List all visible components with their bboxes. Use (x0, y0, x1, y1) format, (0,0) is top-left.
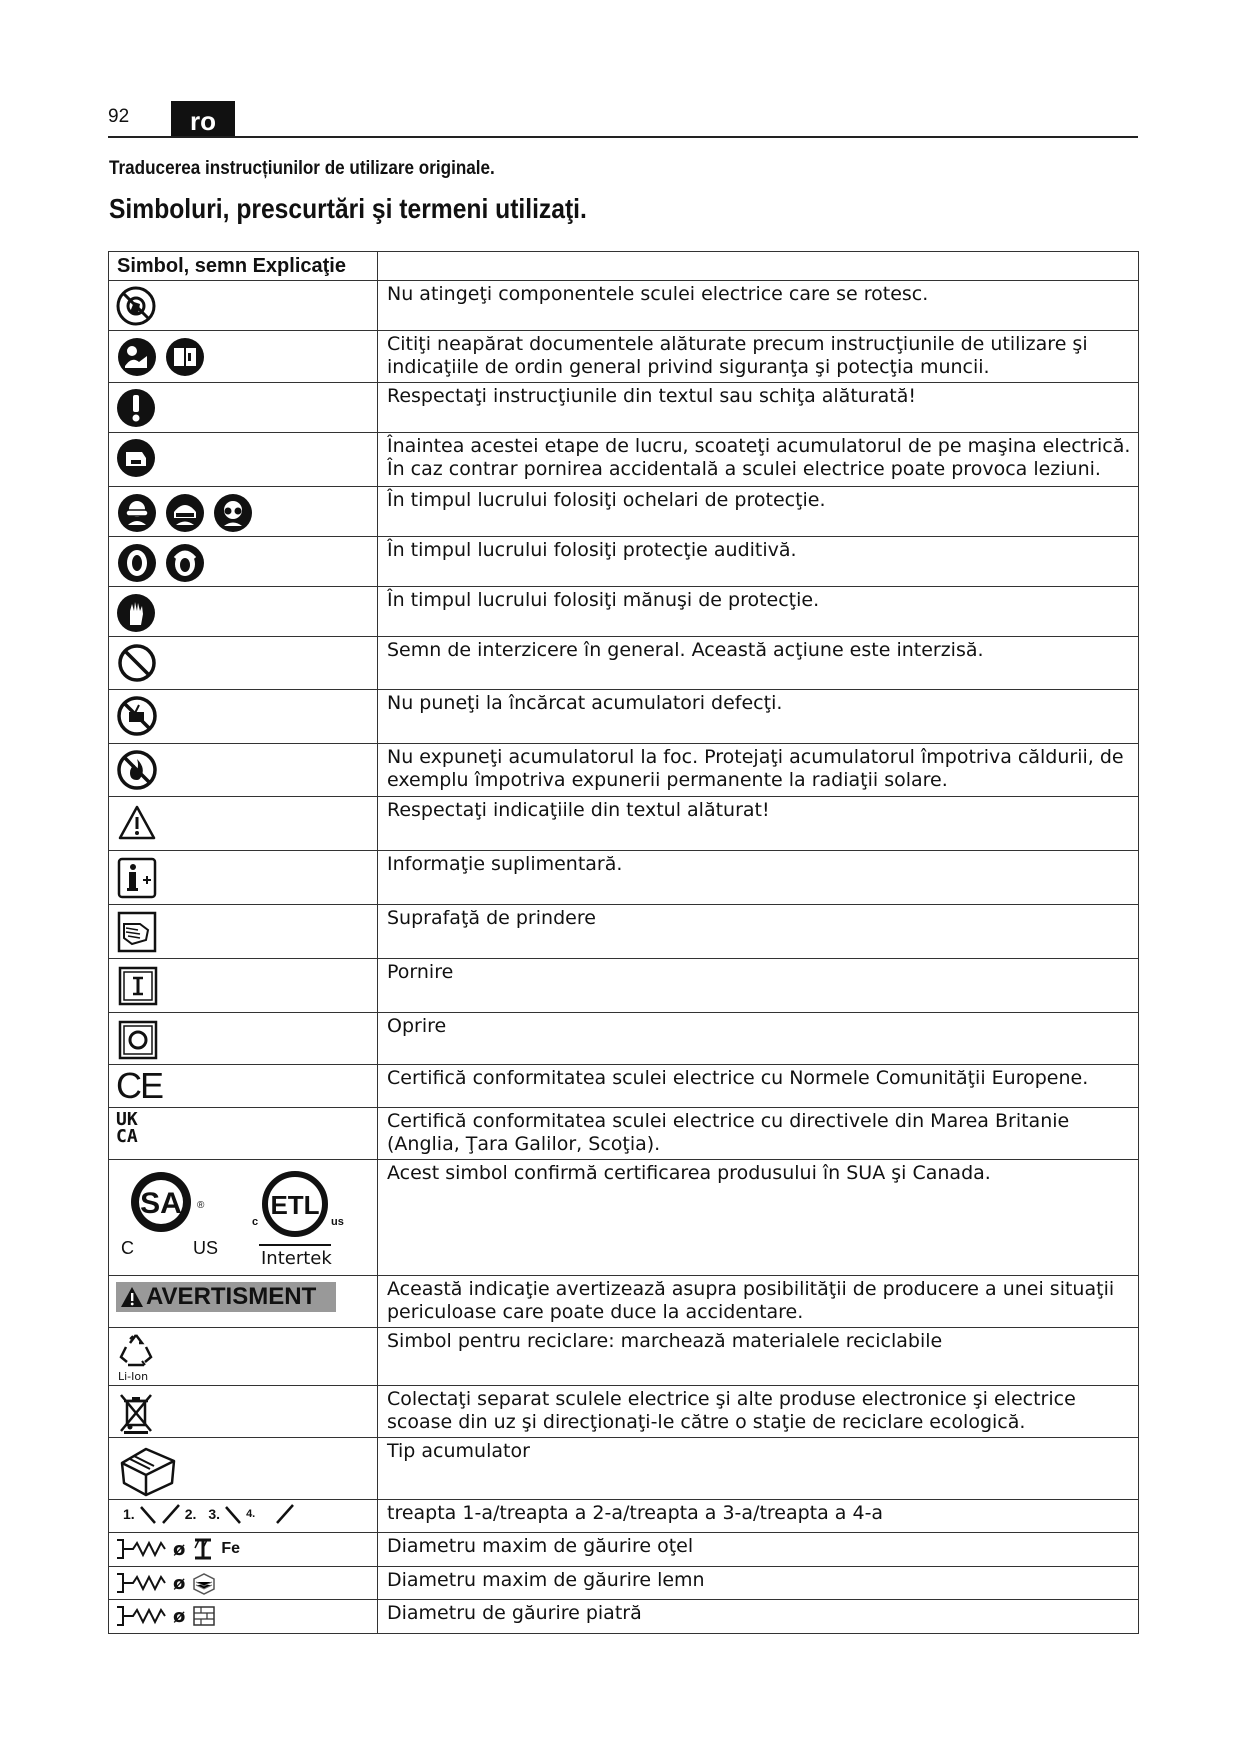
explanation-text: Simbol pentru reciclare: marchează materialele reciclabile (387, 1330, 943, 1352)
table-row (109, 1386, 1139, 1438)
explanation-cell (378, 1276, 1139, 1328)
csa-mark-icon (123, 1168, 203, 1234)
explanation-cell (378, 1160, 1139, 1276)
explanation-cell (378, 637, 1139, 690)
explanation-text: Tip acumulator (387, 1440, 530, 1462)
explanation-cell (378, 1600, 1139, 1634)
symbol-cell (109, 1013, 378, 1065)
explanation-text: Înaintea acestei etape de lucru, scoateţi acumulatorul de pe maşina electrică. În caz contrar pornirea accidentală a sculei electrice poate provoca leziuni. (387, 435, 1131, 480)
table-row (109, 1065, 1139, 1108)
explanation-text: Pornire (387, 961, 454, 983)
explanation-text: Diametru de găurire piatră (387, 1602, 642, 1624)
step-3-lever-icon (224, 1503, 242, 1525)
symbol-cell (109, 637, 378, 690)
page-title: Simboluri, prescurtări şi termeni utilizaţi. (109, 193, 587, 224)
no-fire-icon (116, 749, 158, 791)
explanation-text: Această indicaţie avertizează asupra posibilităţii de producere a unei situaţii periculoase care poate duce la accidentare. (387, 1278, 1115, 1323)
table-row (109, 537, 1139, 587)
explanation-cell (378, 1500, 1139, 1533)
symbol-cell (109, 1276, 378, 1328)
page-number: 92 (108, 106, 130, 127)
safety-glasses-icon (212, 492, 254, 534)
symbol-cell (109, 1438, 378, 1500)
etl-us-label: us (331, 1216, 344, 1228)
ukca-ca-text: CA (116, 1126, 138, 1147)
symbol-cell (109, 1160, 378, 1276)
table-row (109, 744, 1139, 797)
step-4-lever-icon (273, 1503, 295, 1525)
li-ion-label: Li-Ion (118, 1370, 149, 1383)
table-row (109, 905, 1139, 959)
face-shield-icon (164, 492, 206, 534)
table-row (109, 487, 1139, 537)
steel-beam-icon (191, 1536, 215, 1562)
explanation-text: În timpul lucrului folosiţi protecţie auditivă. (387, 539, 797, 561)
table-row (109, 1328, 1139, 1386)
ear-protection-icon (116, 542, 158, 584)
ce-mark-icon: CE (116, 1065, 163, 1106)
power-off-icon (116, 1018, 160, 1062)
explanation-text: În timpul lucrului folosiţi mănuşi de protecţie. (387, 589, 820, 611)
table-row (109, 1600, 1139, 1634)
explanation-cell (378, 1386, 1139, 1438)
symbol-cell (109, 905, 378, 959)
explanation-cell (378, 537, 1139, 587)
symbol-cell (109, 1386, 378, 1438)
symbol-cell (109, 690, 378, 744)
header-col-symbol (109, 252, 378, 281)
explanation-text: Colectaţi separat sculele electrice şi alte produse electronice şi electrice scoase din uz şi direcţionaţi-le către o staţie de reciclare ecologică. (387, 1388, 1076, 1433)
explanation-text: Informaţie suplimentară. (387, 853, 623, 875)
explanation-cell (378, 433, 1139, 487)
explanation-text: Acest simbol confirmă certificarea produsului în SUA şi Canada. (387, 1162, 991, 1184)
explanation-cell (378, 1065, 1139, 1108)
symbol-cell (109, 537, 378, 587)
svg-text:SA: SA (140, 1187, 182, 1220)
explanation-text: Nu puneţi la încărcat acumulatori defecţi. (387, 692, 783, 714)
explanation-text: Respectaţi indicaţiile din textul alăturat! (387, 799, 770, 821)
step-4-label: 4. (246, 1508, 256, 1520)
explanation-text: Respectaţi instrucţiunile din textul sau schiţa alăturată! (387, 385, 916, 407)
drill-wood-icon (115, 1570, 167, 1596)
table-row (109, 281, 1139, 331)
explanation-text: Semn de interzicere în general. Această acţiune este interzisă. (387, 639, 984, 661)
header-col-symbol-label: Simbol, semn Explicaţie (117, 255, 346, 277)
symbol-cell (109, 281, 378, 331)
diameter-symbol: ø (173, 1538, 186, 1560)
table-row (109, 959, 1139, 1013)
explanation-text: Citiţi neapărat documentele alăturate precum instrucţiunile de utilizare şi indicaţiile de ordin general privind siguranţa şi potecţia muncii. (387, 333, 1088, 378)
recycling-li-ion-icon (116, 1331, 156, 1371)
symbol-cell (109, 587, 378, 637)
table-row (109, 1276, 1139, 1328)
explanation-text: Diametru maxim de găurire oţel (387, 1535, 694, 1557)
grip-surface-icon (116, 910, 158, 954)
table-row (109, 587, 1139, 637)
ukca-mark-icon (116, 1111, 138, 1145)
diameter-symbol: ø (173, 1572, 186, 1594)
table-row (109, 1108, 1139, 1160)
table-row (109, 1160, 1139, 1276)
symbol-cell (109, 1108, 378, 1160)
explanation-cell (378, 487, 1139, 537)
step-1-label: 1. (123, 1506, 135, 1522)
ear-muffs-icon (164, 542, 206, 584)
table-row (109, 1438, 1139, 1500)
explanation-cell (378, 797, 1139, 851)
weee-bin-icon (116, 1391, 156, 1435)
language-badge: ro (171, 101, 235, 136)
intertek-label: Intertek (261, 1248, 332, 1269)
intertek-rule (259, 1244, 331, 1246)
header-col-explanation (378, 252, 1139, 281)
fe-label: Fe (221, 1540, 241, 1557)
symbol-cell (109, 1600, 378, 1634)
explanation-cell (378, 587, 1139, 637)
warning-label-text: AVERTISMENT (146, 1283, 317, 1310)
symbol-cell (109, 797, 378, 851)
svg-text:ETL: ETL (270, 1190, 320, 1220)
symbol-cell (109, 1328, 378, 1386)
no-charge-damaged-battery-icon (116, 695, 158, 737)
info-plus-icon (116, 856, 158, 900)
etl-c-label: c (252, 1216, 259, 1228)
drill-stone-icon (115, 1603, 167, 1629)
table-row (109, 383, 1139, 433)
csa-c-label: C (121, 1238, 134, 1258)
ukca-uk-text: UK (116, 1109, 138, 1130)
svg-text:®: ® (197, 1200, 205, 1211)
table-row (109, 690, 1139, 744)
explanation-cell (378, 959, 1139, 1013)
gloves-icon (116, 592, 156, 634)
step-2-label: 2. (184, 1506, 197, 1522)
explanation-text: Nu atingeţi componentele sculei electrice care se rotesc. (387, 283, 929, 305)
symbol-cell (109, 487, 378, 537)
table-row (109, 851, 1139, 905)
explanation-cell (378, 1438, 1139, 1500)
symbol-cell (109, 1533, 378, 1567)
symbol-cell (109, 433, 378, 487)
explanation-cell (378, 383, 1139, 433)
manual-book-icon (164, 336, 206, 378)
explanation-cell (378, 1013, 1139, 1065)
symbols-table (108, 251, 1139, 1634)
etl-mark-icon (255, 1170, 335, 1246)
explanation-cell (378, 905, 1139, 959)
explanation-text: Diametru maxim de găurire lemn (387, 1569, 705, 1591)
explanation-text: Certifică conformitatea sculei electrice cu directivele din Marea Britanie (Anglia, Ţara Galilor, Scoţia). (387, 1110, 1070, 1155)
step-1-lever-icon (139, 1503, 157, 1525)
gear-steps-icon (109, 1500, 377, 1525)
explanation-cell (378, 851, 1139, 905)
symbol-cell (109, 959, 378, 1013)
table-row (109, 797, 1139, 851)
csa-us-label: US (193, 1238, 219, 1258)
table-row (109, 1013, 1139, 1065)
table-row (109, 433, 1139, 487)
symbol-cell (109, 1500, 378, 1533)
symbol-cell (109, 1567, 378, 1600)
explanation-cell (378, 1533, 1139, 1567)
table-row (109, 1533, 1139, 1567)
warning-triangle-icon (116, 802, 158, 844)
table-row (109, 637, 1139, 690)
drill-steel-icon (115, 1536, 167, 1562)
explanation-text: Certifică conformitatea sculei electrice cu Normele Comunităţii Europene. (387, 1067, 1089, 1089)
no-touch-rotating-icon (116, 286, 156, 326)
table-row (109, 1500, 1139, 1533)
diameter-symbol: ø (173, 1605, 186, 1627)
document-subtitle: Traducerea instrucțiunilor de utilizare originale. (109, 158, 495, 179)
explanation-cell (378, 281, 1139, 331)
explanation-text: Oprire (387, 1015, 447, 1037)
explanation-text: Nu expuneţi acumulatorul la foc. Protejaţi acumulatorul împotriva căldurii, de exemplu împotriva expunerii permanente la radiaţii solare. (387, 746, 1124, 791)
explanation-cell (378, 690, 1139, 744)
explanation-text: treapta 1-a/treapta a 2-a/treapta a 3-a/treapta a 4-a (387, 1502, 884, 1524)
step-3-label: 3. (208, 1506, 221, 1522)
table-row (109, 1567, 1139, 1600)
explanation-text: Suprafaţă de prindere (387, 907, 596, 929)
wood-block-icon (191, 1571, 217, 1595)
table-row (109, 331, 1139, 383)
warning-label-triangle-icon (120, 1286, 144, 1308)
explanation-cell (378, 331, 1139, 383)
explanation-cell (378, 1108, 1139, 1160)
brick-wall-icon (191, 1604, 217, 1628)
warning-label-icon (116, 1282, 336, 1312)
header-rule (108, 136, 1138, 138)
goggles-icon (116, 492, 158, 534)
step-2-lever-icon (161, 1503, 181, 1525)
symbol-cell (109, 331, 378, 383)
symbol-cell (109, 744, 378, 797)
exclamation-icon (116, 388, 156, 428)
prohibition-icon (116, 642, 158, 684)
power-on-icon (116, 964, 160, 1008)
symbol-cell (109, 851, 378, 905)
battery-pack-icon (116, 1443, 180, 1499)
read-manual-icon (116, 336, 158, 378)
explanation-cell (378, 1567, 1139, 1600)
explanation-text: În timpul lucrului folosiţi ochelari de protecţie. (387, 489, 826, 511)
symbol-cell (109, 383, 378, 433)
remove-battery-icon (116, 438, 156, 478)
table-header-row (109, 252, 1139, 281)
explanation-cell (378, 744, 1139, 797)
symbol-cell (109, 1065, 378, 1108)
explanation-cell (378, 1328, 1139, 1386)
